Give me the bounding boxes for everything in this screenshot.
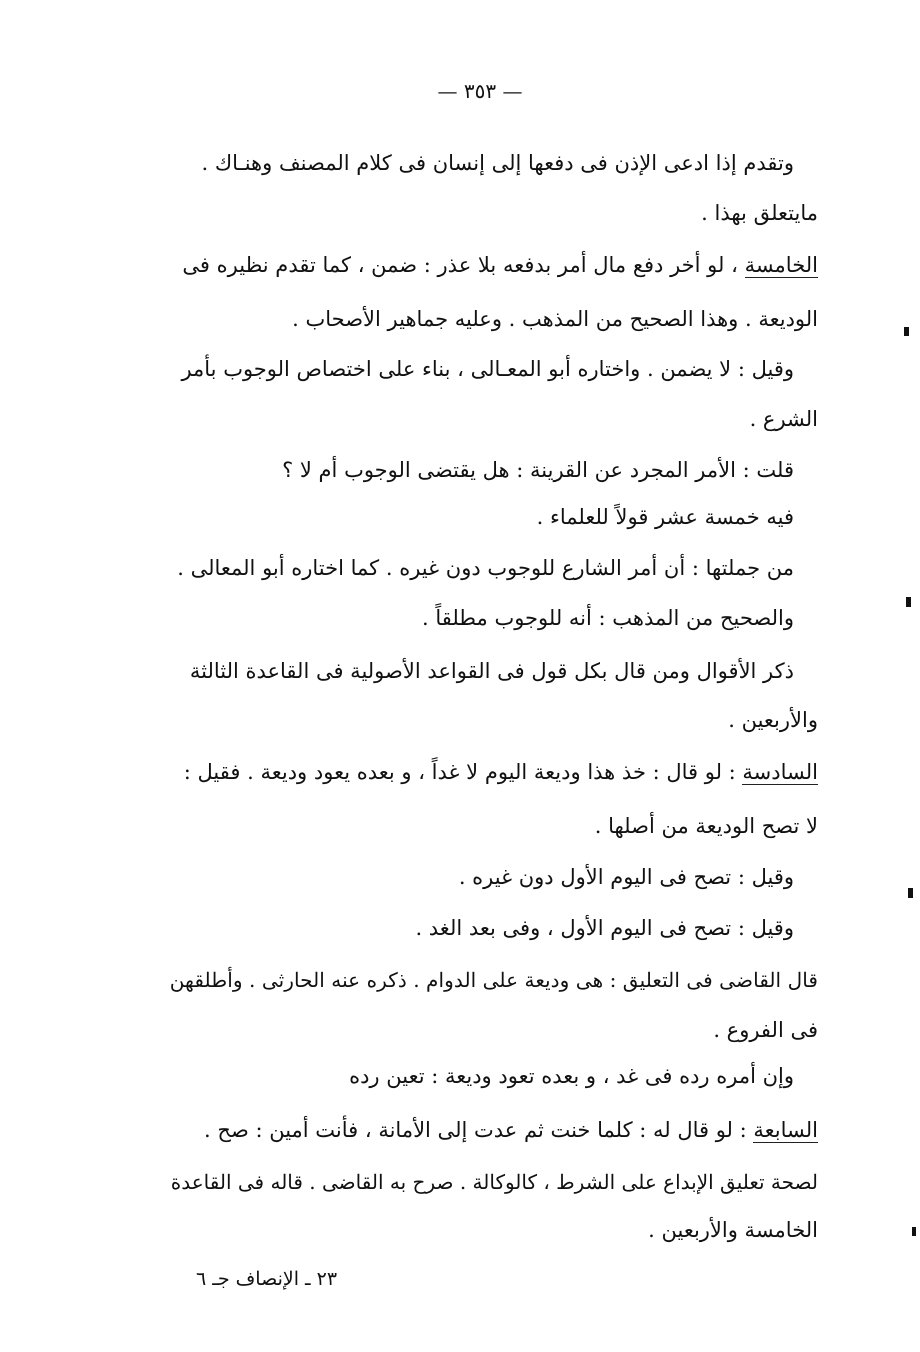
- line-text: : لو قال : خذ هذا وديعة اليوم لا غداً ، و بعده يعود وديعة . فقيل :: [183, 760, 736, 784]
- text-line: وقيل : لا يضمن . واختاره أبو المعـالى ، بناء على اختصاص الوجوب بأمر: [181, 357, 794, 381]
- text-line: [204, 1110, 818, 1150]
- scan-mark: [906, 597, 911, 607]
- text-line: من جملتها : أن أمر الشارع للوجوب دون غيره . كما اختاره أبو المعالى .: [177, 556, 794, 580]
- line-text: ، لو أخر دفع مال أمر بدفعه بلا عذر : ضمن ، كما تقدم نظيره فى: [182, 253, 738, 277]
- page-number: — ٣٥٣ —: [437, 79, 523, 103]
- text-line: [184, 752, 818, 792]
- text-line: ذكر الأقوال ومن قال بكل قول فى القواعد الأصولية فى القاعدة الثالثة: [189, 659, 794, 683]
- text-line: وقيل : تصح فى اليوم الأول دون غيره .: [458, 865, 794, 889]
- scan-mark: [908, 888, 913, 898]
- text-line: لا تصح الوديعة من أصلها .: [594, 814, 818, 838]
- text-line: الوديعة . وهذا الصحيح من المذهب . وعليه جماهير الأصحاب .: [292, 307, 818, 331]
- text-line: فى الفروع .: [713, 1018, 818, 1042]
- text-line: لصحة تعليق الإبداع على الشرط ، كالوكالة . صرح به القاضى . قاله فى القاعدة: [170, 1170, 818, 1194]
- text-line: فيه خمسة عشر قولاً للعلماء .: [536, 505, 794, 529]
- text-line: وتقدم إذا ادعى الإذن فى دفعها إلى إنسان فى كلام المصنف وهنـاك .: [201, 151, 794, 175]
- text-line: [182, 245, 818, 285]
- line-text: : لو قال له : كلما خنت ثم عدت إلى الأمانة ، فأنت أمين : صح .: [204, 1118, 747, 1142]
- scan-mark: [912, 1227, 916, 1236]
- text-line: وإن أمره رده فى غد ، و بعده تعود وديعة : تعين رده: [349, 1064, 794, 1088]
- printer-signature: ٢٣ ـ الإنصاف جـ ٦: [196, 1268, 338, 1290]
- text-line: قلت : الأمر المجرد عن القرينة : هل يقتضى الوجوب أم لا ؟: [282, 458, 794, 482]
- text-line: قال القاضى فى التعليق : هى وديعة على الدوام . ذكره عنه الحارثى . وأطلقهن: [169, 968, 818, 992]
- text-line: وقيل : تصح فى اليوم الأول ، وفى بعد الغد .: [415, 916, 794, 940]
- section-label: الخامسة: [744, 253, 818, 277]
- text-line: والأربعين .: [728, 708, 818, 732]
- scan-mark: [904, 327, 909, 336]
- section-label: السادسة: [742, 760, 818, 784]
- text-line: والصحيح من المذهب : أنه للوجوب مطلقاً .: [421, 606, 794, 630]
- text-line: مايتعلق بهذا .: [701, 201, 818, 225]
- text-line: الخامسة والأربعين .: [648, 1218, 818, 1242]
- text-line: الشرع .: [749, 407, 818, 431]
- section-label: السابعة: [753, 1118, 818, 1142]
